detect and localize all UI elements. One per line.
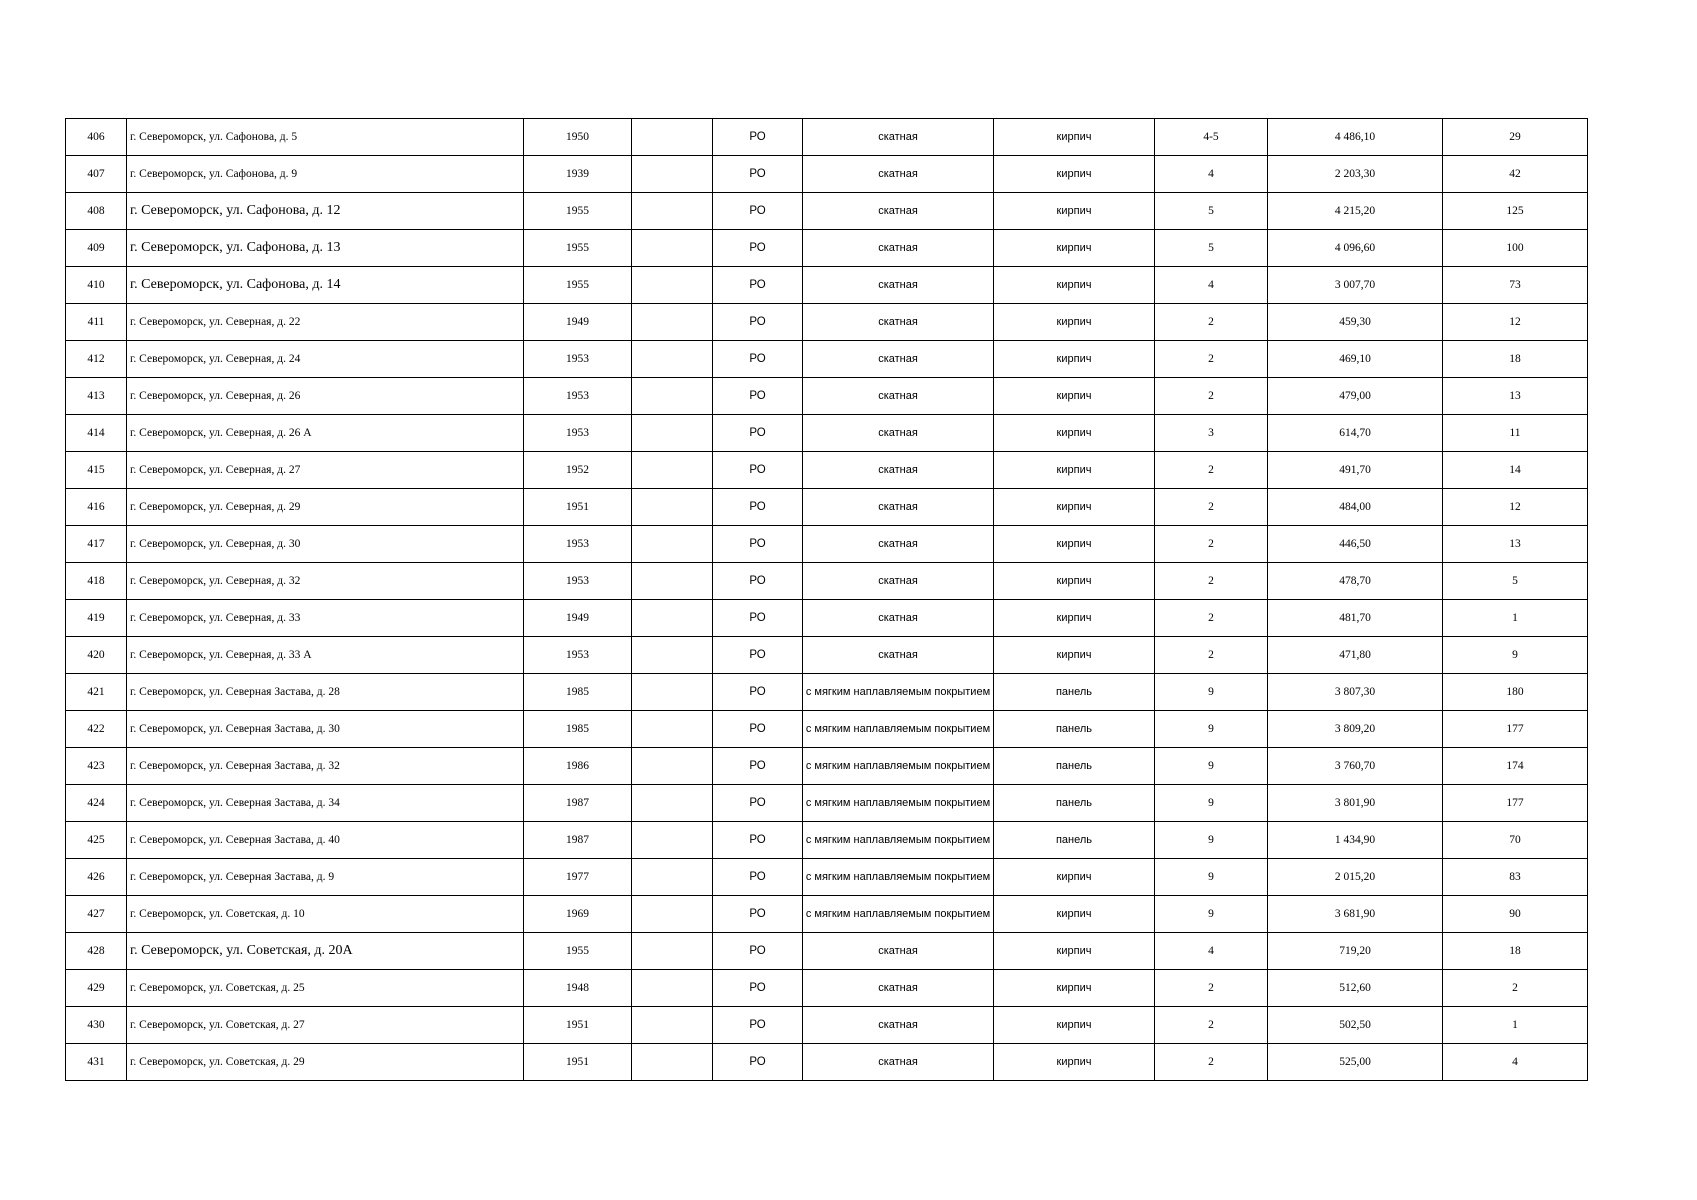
floors-cell: 2	[1155, 637, 1268, 674]
address-cell: г. Североморск, ул. Советская, д. 20А	[127, 933, 524, 970]
empty-cell	[632, 267, 713, 304]
wall-material-cell: кирпич	[994, 970, 1155, 1007]
area-cell: 614,70	[1268, 415, 1443, 452]
empty-cell	[632, 304, 713, 341]
area-cell: 471,80	[1268, 637, 1443, 674]
year-built-cell: 1953	[524, 526, 632, 563]
roof-type-cell: скатная	[803, 933, 994, 970]
empty-cell	[632, 748, 713, 785]
year-built-cell: 1953	[524, 341, 632, 378]
wall-material-cell: кирпич	[994, 452, 1155, 489]
address-cell: г. Североморск, ул. Северная, д. 22	[127, 304, 524, 341]
wall-material-cell: кирпич	[994, 304, 1155, 341]
program-cell: РО	[713, 711, 803, 748]
floors-cell: 9	[1155, 711, 1268, 748]
year-built-cell: 1953	[524, 563, 632, 600]
address-cell: г. Североморск, ул. Советская, д. 25	[127, 970, 524, 1007]
empty-cell	[632, 1007, 713, 1044]
empty-cell	[632, 452, 713, 489]
residents-cell: 13	[1443, 378, 1588, 415]
table-row	[66, 267, 1588, 304]
area-cell: 491,70	[1268, 452, 1443, 489]
row-number-cell: 424	[66, 785, 127, 822]
roof-type-cell: с мягким наплавляемым покрытием	[803, 822, 994, 859]
floors-cell: 2	[1155, 304, 1268, 341]
floors-cell: 9	[1155, 748, 1268, 785]
area-cell: 478,70	[1268, 563, 1443, 600]
table-row	[66, 748, 1588, 785]
address-cell: г. Североморск, ул. Северная Застава, д. 9	[127, 859, 524, 896]
program-cell: РО	[713, 933, 803, 970]
wall-material-cell: кирпич	[994, 563, 1155, 600]
address-cell: г. Североморск, ул. Сафонова, д. 5	[127, 119, 524, 156]
wall-material-cell: кирпич	[994, 341, 1155, 378]
program-cell: РО	[713, 563, 803, 600]
year-built-cell: 1953	[524, 637, 632, 674]
address-cell: г. Североморск, ул. Северная Застава, д. 34	[127, 785, 524, 822]
program-cell: РО	[713, 785, 803, 822]
wall-material-cell: панель	[994, 822, 1155, 859]
row-number-cell: 428	[66, 933, 127, 970]
row-number-cell: 414	[66, 415, 127, 452]
residents-cell: 1	[1443, 1007, 1588, 1044]
address-cell: г. Североморск, ул. Советская, д. 10	[127, 896, 524, 933]
row-number-cell: 408	[66, 193, 127, 230]
table-row	[66, 452, 1588, 489]
year-built-cell: 1950	[524, 119, 632, 156]
row-number-cell: 412	[66, 341, 127, 378]
table-row	[66, 674, 1588, 711]
floors-cell: 2	[1155, 452, 1268, 489]
area-cell: 3 809,20	[1268, 711, 1443, 748]
area-cell: 525,00	[1268, 1044, 1443, 1081]
floors-cell: 5	[1155, 193, 1268, 230]
address-cell: г. Североморск, ул. Северная, д. 26	[127, 378, 524, 415]
empty-cell	[632, 674, 713, 711]
row-number-cell: 429	[66, 970, 127, 1007]
wall-material-cell: кирпич	[994, 193, 1155, 230]
address-cell: г. Североморск, ул. Сафонова, д. 14	[127, 267, 524, 304]
table-row	[66, 637, 1588, 674]
empty-cell	[632, 415, 713, 452]
program-cell: РО	[713, 230, 803, 267]
area-cell: 4 486,10	[1268, 119, 1443, 156]
roof-type-cell: скатная	[803, 563, 994, 600]
row-number-cell: 422	[66, 711, 127, 748]
roof-type-cell: скатная	[803, 415, 994, 452]
residents-cell: 180	[1443, 674, 1588, 711]
area-cell: 481,70	[1268, 600, 1443, 637]
floors-cell: 2	[1155, 489, 1268, 526]
address-cell: г. Североморск, ул. Советская, д. 29	[127, 1044, 524, 1081]
program-cell: РО	[713, 156, 803, 193]
row-number-cell: 423	[66, 748, 127, 785]
address-cell: г. Североморск, ул. Сафонова, д. 9	[127, 156, 524, 193]
housing-register-table	[65, 118, 1588, 1081]
roof-type-cell: с мягким наплавляемым покрытием	[803, 674, 994, 711]
empty-cell	[632, 896, 713, 933]
table-row	[66, 1044, 1588, 1081]
address-cell: г. Североморск, ул. Северная Застава, д. 32	[127, 748, 524, 785]
table-row	[66, 563, 1588, 600]
area-cell: 446,50	[1268, 526, 1443, 563]
area-cell: 3 681,90	[1268, 896, 1443, 933]
residents-cell: 12	[1443, 304, 1588, 341]
residents-cell: 9	[1443, 637, 1588, 674]
residents-cell: 42	[1443, 156, 1588, 193]
year-built-cell: 1951	[524, 1007, 632, 1044]
row-number-cell: 427	[66, 896, 127, 933]
roof-type-cell: с мягким наплавляемым покрытием	[803, 711, 994, 748]
residents-cell: 11	[1443, 415, 1588, 452]
residents-cell: 1	[1443, 600, 1588, 637]
year-built-cell: 1955	[524, 230, 632, 267]
table-row	[66, 489, 1588, 526]
roof-type-cell: скатная	[803, 267, 994, 304]
floors-cell: 9	[1155, 674, 1268, 711]
roof-type-cell: с мягким наплавляемым покрытием	[803, 748, 994, 785]
roof-type-cell: скатная	[803, 156, 994, 193]
floors-cell: 2	[1155, 526, 1268, 563]
year-built-cell: 1985	[524, 711, 632, 748]
area-cell: 3 760,70	[1268, 748, 1443, 785]
roof-type-cell: скатная	[803, 489, 994, 526]
area-cell: 4 215,20	[1268, 193, 1443, 230]
row-number-cell: 421	[66, 674, 127, 711]
year-built-cell: 1985	[524, 674, 632, 711]
floors-cell: 2	[1155, 1044, 1268, 1081]
floors-cell: 4-5	[1155, 119, 1268, 156]
wall-material-cell: кирпич	[994, 933, 1155, 970]
floors-cell: 2	[1155, 378, 1268, 415]
wall-material-cell: кирпич	[994, 896, 1155, 933]
area-cell: 3 801,90	[1268, 785, 1443, 822]
residents-cell: 83	[1443, 859, 1588, 896]
wall-material-cell: кирпич	[994, 637, 1155, 674]
row-number-cell: 419	[66, 600, 127, 637]
year-built-cell: 1955	[524, 933, 632, 970]
row-number-cell: 417	[66, 526, 127, 563]
floors-cell: 5	[1155, 230, 1268, 267]
area-cell: 502,50	[1268, 1007, 1443, 1044]
roof-type-cell: скатная	[803, 637, 994, 674]
roof-type-cell: скатная	[803, 526, 994, 563]
program-cell: РО	[713, 304, 803, 341]
area-cell: 484,00	[1268, 489, 1443, 526]
program-cell: РО	[713, 637, 803, 674]
row-number-cell: 409	[66, 230, 127, 267]
roof-type-cell: скатная	[803, 1007, 994, 1044]
address-cell: г. Североморск, ул. Северная, д. 30	[127, 526, 524, 563]
year-built-cell: 1987	[524, 822, 632, 859]
wall-material-cell: кирпич	[994, 526, 1155, 563]
program-cell: РО	[713, 193, 803, 230]
wall-material-cell: кирпич	[994, 156, 1155, 193]
residents-cell: 12	[1443, 489, 1588, 526]
roof-type-cell: скатная	[803, 119, 994, 156]
address-cell: г. Североморск, ул. Советская, д. 27	[127, 1007, 524, 1044]
program-cell: РО	[713, 896, 803, 933]
program-cell: РО	[713, 489, 803, 526]
residents-cell: 2	[1443, 970, 1588, 1007]
table-row	[66, 119, 1588, 156]
year-built-cell: 1939	[524, 156, 632, 193]
empty-cell	[632, 193, 713, 230]
empty-cell	[632, 489, 713, 526]
area-cell: 719,20	[1268, 933, 1443, 970]
roof-type-cell: скатная	[803, 378, 994, 415]
table-row	[66, 1007, 1588, 1044]
year-built-cell: 1987	[524, 785, 632, 822]
year-built-cell: 1953	[524, 378, 632, 415]
roof-type-cell: скатная	[803, 1044, 994, 1081]
residents-cell: 13	[1443, 526, 1588, 563]
wall-material-cell: кирпич	[994, 859, 1155, 896]
year-built-cell: 1948	[524, 970, 632, 1007]
address-cell: г. Североморск, ул. Северная, д. 24	[127, 341, 524, 378]
residents-cell: 70	[1443, 822, 1588, 859]
year-built-cell: 1949	[524, 304, 632, 341]
empty-cell	[632, 859, 713, 896]
table-row	[66, 785, 1588, 822]
floors-cell: 9	[1155, 896, 1268, 933]
wall-material-cell: кирпич	[994, 600, 1155, 637]
row-number-cell: 430	[66, 1007, 127, 1044]
floors-cell: 2	[1155, 600, 1268, 637]
area-cell: 3 007,70	[1268, 267, 1443, 304]
address-cell: г. Североморск, ул. Северная, д. 33 А	[127, 637, 524, 674]
address-cell: г. Североморск, ул. Северная Застава, д. 28	[127, 674, 524, 711]
table-row	[66, 230, 1588, 267]
residents-cell: 14	[1443, 452, 1588, 489]
wall-material-cell: кирпич	[994, 119, 1155, 156]
roof-type-cell: скатная	[803, 193, 994, 230]
area-cell: 4 096,60	[1268, 230, 1443, 267]
floors-cell: 2	[1155, 563, 1268, 600]
residents-cell: 125	[1443, 193, 1588, 230]
area-cell: 3 807,30	[1268, 674, 1443, 711]
program-cell: РО	[713, 526, 803, 563]
roof-type-cell: скатная	[803, 341, 994, 378]
program-cell: РО	[713, 267, 803, 304]
program-cell: РО	[713, 859, 803, 896]
residents-cell: 18	[1443, 341, 1588, 378]
table-row	[66, 600, 1588, 637]
table-row	[66, 711, 1588, 748]
year-built-cell: 1955	[524, 193, 632, 230]
roof-type-cell: с мягким наплавляемым покрытием	[803, 896, 994, 933]
table-row	[66, 970, 1588, 1007]
floors-cell: 9	[1155, 785, 1268, 822]
row-number-cell: 411	[66, 304, 127, 341]
address-cell: г. Североморск, ул. Северная, д. 27	[127, 452, 524, 489]
area-cell: 2 015,20	[1268, 859, 1443, 896]
residents-cell: 177	[1443, 785, 1588, 822]
wall-material-cell: кирпич	[994, 267, 1155, 304]
empty-cell	[632, 711, 713, 748]
program-cell: РО	[713, 452, 803, 489]
empty-cell	[632, 156, 713, 193]
residents-cell: 177	[1443, 711, 1588, 748]
area-cell: 469,10	[1268, 341, 1443, 378]
table-row	[66, 193, 1588, 230]
floors-cell: 2	[1155, 970, 1268, 1007]
program-cell: РО	[713, 674, 803, 711]
area-cell: 2 203,30	[1268, 156, 1443, 193]
wall-material-cell: кирпич	[994, 415, 1155, 452]
wall-material-cell: панель	[994, 674, 1155, 711]
empty-cell	[632, 1044, 713, 1081]
area-cell: 479,00	[1268, 378, 1443, 415]
floors-cell: 9	[1155, 859, 1268, 896]
floors-cell: 2	[1155, 341, 1268, 378]
residents-cell: 29	[1443, 119, 1588, 156]
row-number-cell: 420	[66, 637, 127, 674]
wall-material-cell: панель	[994, 785, 1155, 822]
residents-cell: 90	[1443, 896, 1588, 933]
register-body	[66, 119, 1588, 1081]
wall-material-cell: панель	[994, 748, 1155, 785]
table-row	[66, 526, 1588, 563]
residents-cell: 5	[1443, 563, 1588, 600]
wall-material-cell: панель	[994, 711, 1155, 748]
row-number-cell: 425	[66, 822, 127, 859]
program-cell: РО	[713, 748, 803, 785]
program-cell: РО	[713, 970, 803, 1007]
address-cell: г. Североморск, ул. Северная, д. 33	[127, 600, 524, 637]
empty-cell	[632, 378, 713, 415]
year-built-cell: 1969	[524, 896, 632, 933]
residents-cell: 73	[1443, 267, 1588, 304]
roof-type-cell: скатная	[803, 452, 994, 489]
year-built-cell: 1955	[524, 267, 632, 304]
floors-cell: 3	[1155, 415, 1268, 452]
floors-cell: 4	[1155, 156, 1268, 193]
table-row	[66, 822, 1588, 859]
empty-cell	[632, 822, 713, 859]
floors-cell: 9	[1155, 822, 1268, 859]
empty-cell	[632, 637, 713, 674]
program-cell: РО	[713, 1044, 803, 1081]
area-cell: 459,30	[1268, 304, 1443, 341]
year-built-cell: 1951	[524, 1044, 632, 1081]
address-cell: г. Североморск, ул. Северная, д. 29	[127, 489, 524, 526]
table-row	[66, 415, 1588, 452]
empty-cell	[632, 563, 713, 600]
table-row	[66, 378, 1588, 415]
row-number-cell: 418	[66, 563, 127, 600]
floors-cell: 2	[1155, 1007, 1268, 1044]
table-row	[66, 896, 1588, 933]
empty-cell	[632, 785, 713, 822]
roof-type-cell: с мягким наплавляемым покрытием	[803, 859, 994, 896]
wall-material-cell: кирпич	[994, 230, 1155, 267]
row-number-cell: 406	[66, 119, 127, 156]
empty-cell	[632, 230, 713, 267]
wall-material-cell: кирпич	[994, 1007, 1155, 1044]
table-row	[66, 304, 1588, 341]
empty-cell	[632, 341, 713, 378]
table-row	[66, 341, 1588, 378]
table-row	[66, 933, 1588, 970]
roof-type-cell: с мягким наплавляемым покрытием	[803, 785, 994, 822]
year-built-cell: 1953	[524, 415, 632, 452]
program-cell: РО	[713, 378, 803, 415]
address-cell: г. Североморск, ул. Северная Застава, д. 30	[127, 711, 524, 748]
year-built-cell: 1949	[524, 600, 632, 637]
row-number-cell: 413	[66, 378, 127, 415]
table-row	[66, 859, 1588, 896]
address-cell: г. Североморск, ул. Северная, д. 26 А	[127, 415, 524, 452]
residents-cell: 174	[1443, 748, 1588, 785]
address-cell: г. Североморск, ул. Сафонова, д. 12	[127, 193, 524, 230]
wall-material-cell: кирпич	[994, 378, 1155, 415]
program-cell: РО	[713, 600, 803, 637]
empty-cell	[632, 600, 713, 637]
wall-material-cell: кирпич	[994, 489, 1155, 526]
residents-cell: 18	[1443, 933, 1588, 970]
row-number-cell: 416	[66, 489, 127, 526]
residents-cell: 100	[1443, 230, 1588, 267]
floors-cell: 4	[1155, 267, 1268, 304]
roof-type-cell: скатная	[803, 600, 994, 637]
roof-type-cell: скатная	[803, 304, 994, 341]
table-row	[66, 156, 1588, 193]
year-built-cell: 1977	[524, 859, 632, 896]
empty-cell	[632, 119, 713, 156]
address-cell: г. Североморск, ул. Северная, д. 32	[127, 563, 524, 600]
program-cell: РО	[713, 1007, 803, 1044]
row-number-cell: 415	[66, 452, 127, 489]
roof-type-cell: скатная	[803, 970, 994, 1007]
program-cell: РО	[713, 341, 803, 378]
program-cell: РО	[713, 822, 803, 859]
row-number-cell: 431	[66, 1044, 127, 1081]
year-built-cell: 1952	[524, 452, 632, 489]
row-number-cell: 426	[66, 859, 127, 896]
empty-cell	[632, 933, 713, 970]
roof-type-cell: скатная	[803, 230, 994, 267]
wall-material-cell: кирпич	[994, 1044, 1155, 1081]
row-number-cell: 407	[66, 156, 127, 193]
area-cell: 1 434,90	[1268, 822, 1443, 859]
year-built-cell: 1986	[524, 748, 632, 785]
empty-cell	[632, 526, 713, 563]
program-cell: РО	[713, 415, 803, 452]
area-cell: 512,60	[1268, 970, 1443, 1007]
address-cell: г. Североморск, ул. Северная Застава, д. 40	[127, 822, 524, 859]
row-number-cell: 410	[66, 267, 127, 304]
address-cell: г. Североморск, ул. Сафонова, д. 13	[127, 230, 524, 267]
program-cell: РО	[713, 119, 803, 156]
residents-cell: 4	[1443, 1044, 1588, 1081]
year-built-cell: 1951	[524, 489, 632, 526]
floors-cell: 4	[1155, 933, 1268, 970]
empty-cell	[632, 970, 713, 1007]
